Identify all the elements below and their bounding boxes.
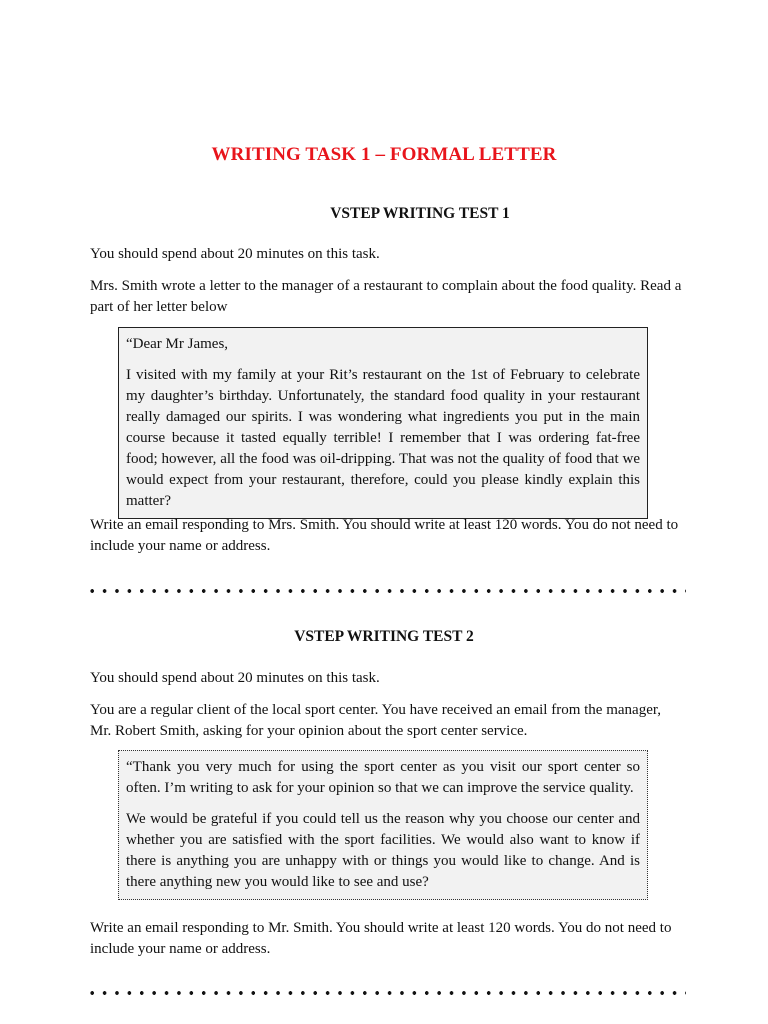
test1-letter-excerpt [118, 327, 648, 519]
page-title: WRITING TASK 1 – FORMAL LETTER [211, 144, 557, 165]
test2-heading: VSTEP WRITING TEST 2 [294, 628, 474, 645]
test2-time-note: You should spend about 20 minutes on this task. [90, 670, 380, 686]
test1-heading: VSTEP WRITING TEST 1 [330, 205, 510, 222]
test2-instruction: Write an email responding to Mr. Smith. You should write at least 120 words. You do not need to include your name or address. [90, 920, 672, 957]
section-divider-2 [86, 991, 686, 995]
test1-time-note: You should spend about 20 minutes on this task. [90, 246, 380, 262]
test2-email-paragraph-1: “Thank you very much for using the sport center as you visit our sport center so often. I’m writing to ask for your opinion so that we can improve the service quality. [126, 759, 640, 796]
test1-intro: Mrs. Smith wrote a letter to the manager of a restaurant to complain about the food quality. Read a part of her letter below [90, 278, 682, 315]
test1-letter-body: I visited with my family at your Rit’s restaurant on the 1st of February to celebrate my daughter’s birthday. Unfortunately, the standard food quality in your restaurant really damaged our spirits. I was wondering what ingredients you put in the main course because it tasted equally terrible! I remember that I was ordering fat-free food; however, all the food was oil-dripping. That was not the quality of food that we would expect from your restaurant, therefore, could you please kindly explain this matter? [126, 367, 640, 509]
section-divider-1 [86, 589, 686, 593]
test2-email-excerpt [118, 750, 648, 900]
test1-letter-greeting: “Dear Mr James, [126, 336, 229, 352]
test2-intro: You are a regular client of the local sport center. You have received an email from the manager, Mr. Robert Smith, asking for your opinion about the sport center service. [90, 702, 661, 739]
test1-instruction: Write an email responding to Mrs. Smith. You should write at least 120 words. You do not need to include your name or address. [90, 517, 679, 554]
test2-email-paragraph-2: We would be grateful if you could tell us the reason why you choose our center and whether you are satisfied with the sport facilities. We would also want to know if there is anything you are unhappy with or things you would like to change. And is there anything new you would like to see and use? [126, 811, 640, 890]
